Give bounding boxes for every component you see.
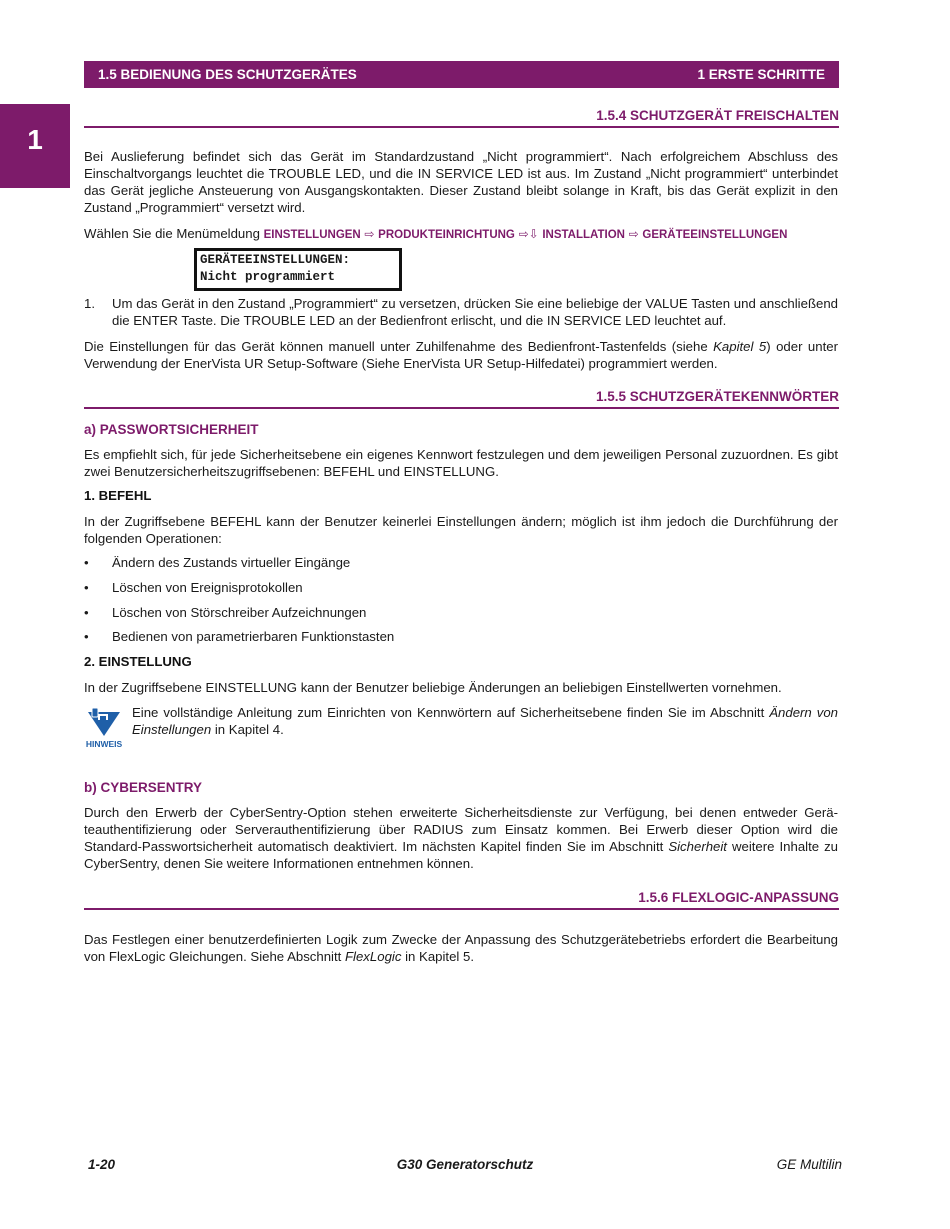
paragraph-befehl: In der Zugriffsebene BEFEHL kann der Benutzer keinerlei Einstellungen ändern; möglich ist ihm jedoch die Durchführung der folgenden Operationen: [84,514,838,546]
note-text [132,704,838,738]
right-arrow-icon: ⇨ [364,227,375,241]
text-run: in Kapitel 4. [211,722,284,737]
text-emphasis: Ändern von Einstellungen [132,705,838,737]
menu-intro: Wählen Sie die Menümeldung [84,226,260,241]
heading-befehl: 1. BEFEHL [84,488,152,503]
list-item-text: Ändern des Zustands virtueller Eingänge [112,555,351,570]
chapter-tab: 1 [0,104,70,188]
text-run: Die Einstellungen für das Gerät können manuell unter Zuhilfenahme des Bedienfront-Tastenfelds (siehe [84,339,714,354]
text-emphasis: Kapitel 5 [713,339,767,354]
list-item-text: Löschen von Störschreiber Aufzeichnungen [112,605,367,620]
paragraph-auslieferung: Bei Auslieferung befindet sich das Gerät im Standardzustand „Nicht programmiert“. Nach erfolgreichem Abschluss des Einschaltvorgangs leuchtet die TROUBLE LED, und die IN SERVICE LED ist aus. Im Zustand „Nicht programmiert“ unterbindet das Gerät jegliche Ansteuerung von Ausgangskontakten. Dieser Zustand bleibt solange in Kraft, bis das Gerät explizit in den Zustand „Programmiert“ versetzt wird. [84,149,838,215]
paragraph-cybersentry [84,804,838,872]
item-text: Um das Gerät in den Zustand „Programmiert“ zu versetzen, drücken Sie eine beliebige der VALUE Tasten und anschließend die ENTER Taste. Die TROUBLE LED an der Bedienfront erlischt, und die IN SERVICE LED leuchtet auf. [112,296,838,328]
text-run: Durch den Erwerb der CyberSentry-Option stehen erweiterte Sicherheitsdienste zur Verfügung, bei denen entweder Geräteauthentifizierung oder Serverauthentifizierung über RADIUS zum Einsatz kommen. Bei Erwerb dieser Option wird die Standard-Passwortsicherheit automatisch deaktiviert. Im nächsten Kapitel finden Sie im Abschnitt [84,805,838,854]
bullet-icon: • [84,629,89,644]
heading-einstellung: 2. EINSTELLUNG [84,654,192,669]
footer-page-number: 1-20 [88,1157,116,1172]
text-run: weitere Inhalte zu CyberSentry, denen Sie weitere Informationen entnehmen können. [84,839,839,871]
numbered-item-1 [84,295,838,329]
menu-path-geraeteeinstellungen: GERÄTEEINSTELLUNGEN [642,229,788,241]
section-heading-1-5-5: 1.5.5 SCHUTZGERÄTEKENNWÖRTER [84,389,839,409]
text-run: ) oder unter Verwendung der EnerVista UR Setup-Software (Siehe EnerVista UR Setup-Hilfedatei) programmiert werden. [84,339,838,371]
right-arrow-icon: ⇨ [628,227,639,241]
paragraph-passwort: Es empfiehlt sich, für jede Sicherheitsebene ein eigenes Kennwort festzulegen und dem jeweiligen Personal zuzuordnen. Es gibt zwei Benutzersicherheitszugriffsebenen: BEFEHL und EINSTELLUNG. [84,447,838,479]
bullet-icon: • [84,555,89,570]
header-chapter: 1 ERSTE SCHRITTE [697,67,825,82]
hinweis-hand-icon-svg [84,706,124,750]
subheading-passwortsicherheit: a) PASSWORTSICHERHEIT [84,422,259,437]
note-label: HINWEIS [85,739,123,749]
right-down-arrow-icon: ⇨⇩ [518,227,539,241]
lcd-display [194,248,402,291]
paragraph-einstellung: In der Zugriffsebene EINSTELLUNG kann der Benutzer beliebige Änderungen an beliebigen Einstellwerten vornehmen. [84,680,782,695]
bullet-icon: • [84,580,89,595]
list-item-text: Löschen von Ereignisprotokollen [112,580,303,595]
list-item-text: Bedienen von parametrierbaren Funktionstasten [112,629,395,644]
lcd-line-1: GERÄTEEINSTELLUNGEN: [200,253,351,267]
header-section: 1.5 BEDIENUNG DES SCHUTZGERÄTES [98,67,357,82]
lcd-line-2: Nicht programmiert [200,270,336,284]
menu-path-einstellungen: EINSTELLUNGEN [263,229,361,241]
section-heading-1-5-6: 1.5.6 FLEXLOGIC-ANPASSUNG [84,890,839,910]
menu-path-installation: INSTALLATION [542,229,625,241]
hinweis-hand-icon [84,706,124,750]
menu-path-line [84,225,838,244]
paragraph-flexlogic [84,931,838,965]
paragraph-einstellungen [84,338,838,372]
item-number: 1. [84,296,95,311]
text-run: Eine vollständige Anleitung zum Einrichten von Kennwörtern auf Sicherheitsebene finden Sie im Abschnitt [132,705,770,720]
text-run: in Kapitel 5. [401,949,475,964]
footer-brand: GE Multilin [776,1157,842,1172]
section-heading-1-5-4: 1.5.4 SCHUTZGERÄT FREISCHALTEN [84,108,839,128]
footer-title: G30 Generatorschutz [396,1157,534,1172]
text-run: Das Festlegen einer benutzerdefinierten Logik zum Zwecke der Anpassung des Schutzgerätebetriebs erfordert die Bearbeitung von FlexLogic Gleichungen. Siehe Abschnitt [84,932,838,964]
text-emphasis: Sicherheit [668,839,727,854]
menu-path-produkteinrichtung: PRODUKTEINRICHTUNG [378,229,515,241]
text-emphasis: FlexLogic [344,949,402,964]
page-header [84,61,839,88]
bullet-icon: • [84,605,89,620]
subheading-cybersentry: b) CYBERSENTRY [84,780,203,795]
